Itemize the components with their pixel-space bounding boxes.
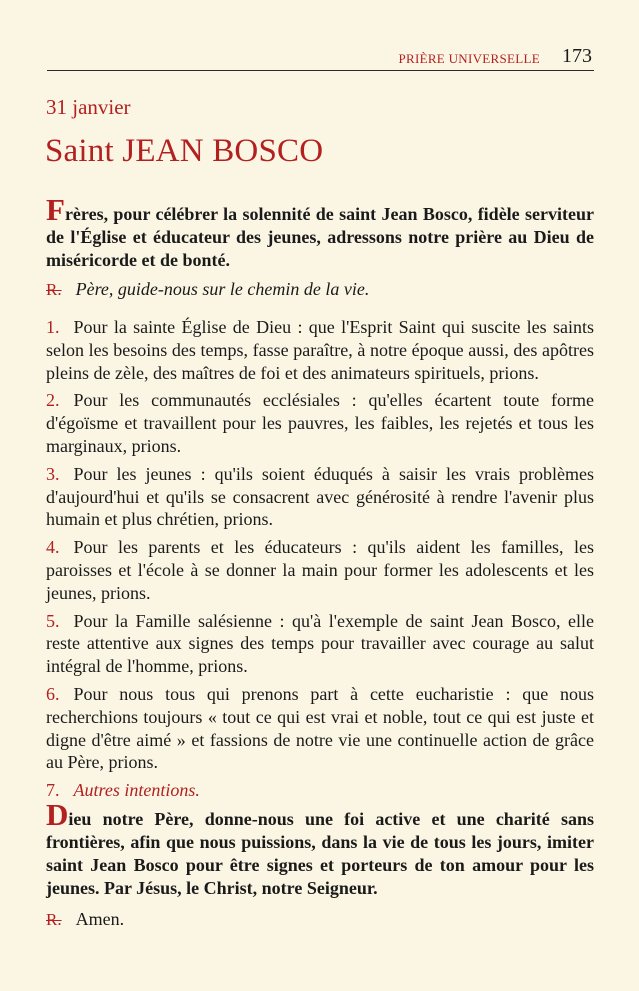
intention-text: Pour la sainte Église de Dieu : que l'Esprit Saint qui suscite les saints selon les besoins des temps, fasse paraître, à notre époque aussi, des apôtres pleins de zèle, des maîtres de foi et des animateurs spirituels, prions. xyxy=(46,317,594,383)
intention-text: Pour les jeunes : qu'ils soient éduqués à saisir les vrais problèmes d'aujourd'hui et qu'ils se consacrent avec générosité à rendre l'avenir plus humain et plus chrétien, prions. xyxy=(46,463,594,530)
intention-item xyxy=(46,536,594,604)
intention-item xyxy=(46,316,594,384)
intro-dropcap: F xyxy=(46,192,65,227)
response-text: Père, guide-nous sur le chemin de la vie. xyxy=(75,279,370,299)
intention-number: 6. xyxy=(46,683,60,704)
amen-line xyxy=(46,908,594,931)
closing-prayer xyxy=(46,797,594,931)
intention-number: 1. xyxy=(46,317,60,337)
intention-number: 2. xyxy=(46,390,60,411)
intention-number: 5. xyxy=(46,610,60,631)
intention-item xyxy=(46,463,594,531)
intention-item xyxy=(46,683,594,774)
amen-text: Amen. xyxy=(75,909,125,929)
page-number: 173 xyxy=(562,45,592,67)
running-header xyxy=(47,44,594,71)
response-line xyxy=(46,278,594,301)
intro-text: rères, pour célébrer la solennité de saint Jean Bosco, fidèle serviteur de l'Église et éducateur des jeunes, adressons notre prière au Dieu de miséricorde et de bonté. xyxy=(46,204,594,270)
intention-text: Pour les communautés ecclésiales : qu'elles écartent toute forme d'égoïsme et travaillent pour les pauvres, les faibles, les rejetés et tous les marginaux, prions. xyxy=(46,390,594,456)
intention-item-other xyxy=(46,779,594,802)
invitation-paragraph xyxy=(46,192,594,301)
intention-number: 3. xyxy=(46,463,60,484)
running-title: PRIÈRE UNIVERSELLE xyxy=(398,51,540,66)
intention-text: Pour nous tous qui prenons part à cette eucharistie : que nous recherchions toujours « tout ce qui est vrai et noble, tout ce qui est juste et digne d'être aimé » et fassions de notre vie une continuelle action de grâce au Père, prions. xyxy=(46,683,594,773)
intentions-list xyxy=(46,316,594,807)
intention-item xyxy=(46,389,594,457)
closing-dropcap: D xyxy=(46,797,69,832)
closing-text: ieu notre Père, donne-nous une foi active et une charité sans frontières, afin que nous puissions, dans la vie de tous les jours, imiter saint Jean Bosco pour être signes et porteurs de ton amour pour les jeunes. Par Jésus, le Christ, notre Seigneur. xyxy=(46,809,594,898)
intention-text: Pour les parents et les éducateurs : qu'ils aident les familles, les paroisses et l'école à se donner la main pour former les adolescents et les jeunes, prions. xyxy=(46,537,594,603)
feast-date: 31 janvier xyxy=(46,95,131,119)
feast-title: Saint JEAN BOSCO xyxy=(45,133,324,169)
intention-text: Pour la Famille salésienne : qu'à l'exemple de saint Jean Bosco, elle reste attentive aux signes des temps pour travailler avec courage au salut intégral de l'homme, prions. xyxy=(46,610,594,677)
intention-text: Autres intentions. xyxy=(73,780,200,801)
intention-item xyxy=(46,610,594,678)
intention-number: 4. xyxy=(46,537,60,558)
amen-symbol: R. xyxy=(46,910,62,929)
intention-number: 7. xyxy=(46,780,60,801)
response-symbol: R. xyxy=(46,280,62,299)
